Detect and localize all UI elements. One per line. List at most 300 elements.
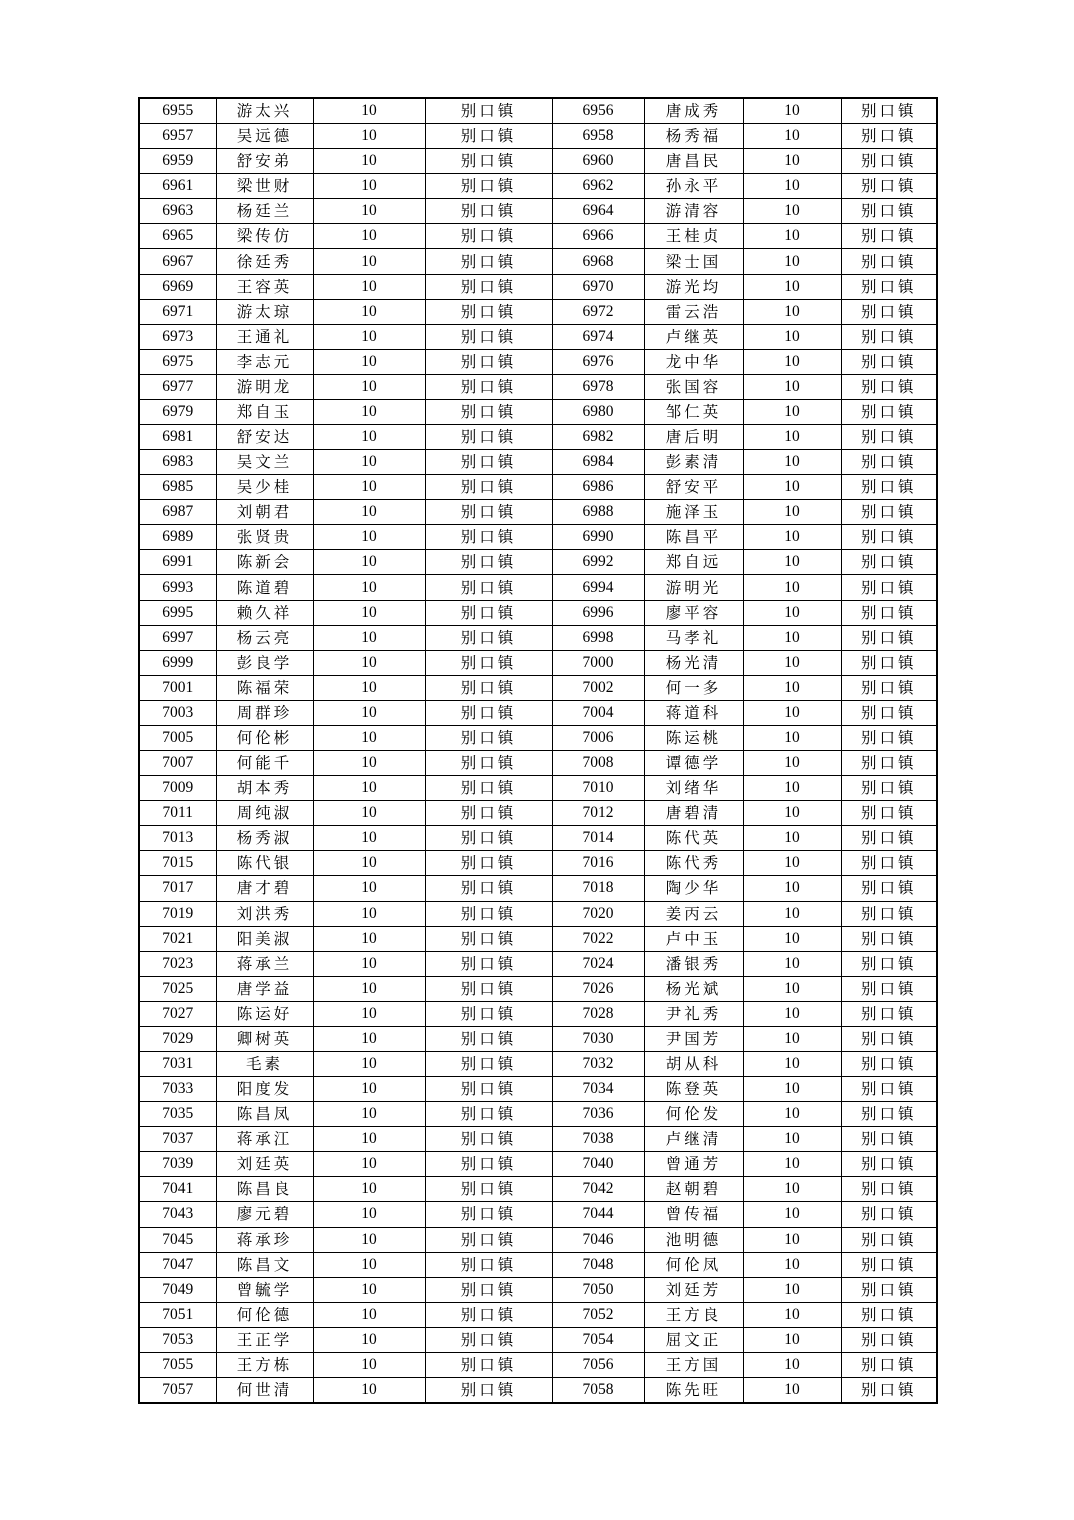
left-id-cell: 7027 [139,1001,216,1026]
left-amount-cell: 10 [313,776,425,801]
right-town-cell: 别口镇 [841,299,937,324]
right-id-cell: 7012 [552,801,644,826]
left-amount-cell: 10 [313,1377,425,1403]
right-id-cell: 7032 [552,1051,644,1076]
right-id-cell: 6972 [552,299,644,324]
table-row [139,1277,937,1302]
left-amount-cell: 10 [313,876,425,901]
right-id-cell: 7008 [552,751,644,776]
right-name-cell: 尹礼秀 [644,1001,743,1026]
right-id-cell: 7014 [552,826,644,851]
left-town-cell: 别口镇 [425,826,552,851]
table-row [139,550,937,575]
left-name-cell: 赖久祥 [216,600,313,625]
left-amount-cell: 10 [313,1026,425,1051]
left-name-cell: 毛素 [216,1051,313,1076]
right-town-cell: 别口镇 [841,199,937,224]
right-town-cell: 别口镇 [841,1227,937,1252]
right-id-cell: 7034 [552,1077,644,1102]
left-name-cell: 唐学益 [216,976,313,1001]
left-name-cell: 陈代银 [216,851,313,876]
right-amount-cell: 10 [743,1352,841,1377]
right-amount-cell: 10 [743,124,841,149]
left-name-cell: 舒安达 [216,425,313,450]
table-row [139,1327,937,1352]
right-town-cell: 别口镇 [841,1352,937,1377]
right-amount-cell: 10 [743,525,841,550]
right-id-cell: 7024 [552,951,644,976]
right-name-cell: 刘绪华 [644,776,743,801]
left-name-cell: 唐才碧 [216,876,313,901]
left-amount-cell: 10 [313,249,425,274]
right-name-cell: 潘银秀 [644,951,743,976]
left-amount-cell: 10 [313,1327,425,1352]
right-town-cell: 别口镇 [841,976,937,1001]
right-name-cell: 蒋道科 [644,700,743,725]
left-name-cell: 王正学 [216,1327,313,1352]
right-name-cell: 赵朝碧 [644,1177,743,1202]
left-id-cell: 6981 [139,425,216,450]
right-name-cell: 陈运桃 [644,725,743,750]
right-amount-cell: 10 [743,1377,841,1403]
left-amount-cell: 10 [313,1001,425,1026]
left-name-cell: 何伦德 [216,1302,313,1327]
left-town-cell: 别口镇 [425,1026,552,1051]
right-id-cell: 6966 [552,224,644,249]
right-amount-cell: 10 [743,500,841,525]
left-amount-cell: 10 [313,901,425,926]
left-town-cell: 别口镇 [425,575,552,600]
right-id-cell: 6980 [552,399,644,424]
left-id-cell: 7049 [139,1277,216,1302]
table-row [139,399,937,424]
right-town-cell: 别口镇 [841,1051,937,1076]
table-row [139,274,937,299]
table-row [139,525,937,550]
left-name-cell: 舒安弟 [216,149,313,174]
left-name-cell: 周群珍 [216,700,313,725]
left-id-cell: 6955 [139,98,216,124]
left-name-cell: 梁世财 [216,174,313,199]
left-name-cell: 陈昌良 [216,1177,313,1202]
right-name-cell: 杨秀福 [644,124,743,149]
right-amount-cell: 10 [743,475,841,500]
left-id-cell: 7001 [139,675,216,700]
left-town-cell: 别口镇 [425,1227,552,1252]
left-amount-cell: 10 [313,500,425,525]
left-id-cell: 6995 [139,600,216,625]
left-town-cell: 别口镇 [425,926,552,951]
left-name-cell: 蒋承珍 [216,1227,313,1252]
right-town-cell: 别口镇 [841,1001,937,1026]
right-name-cell: 彭素清 [644,450,743,475]
right-id-cell: 7030 [552,1026,644,1051]
left-id-cell: 6983 [139,450,216,475]
right-id-cell: 7018 [552,876,644,901]
right-id-cell: 6982 [552,425,644,450]
left-amount-cell: 10 [313,174,425,199]
right-town-cell: 别口镇 [841,600,937,625]
left-id-cell: 6969 [139,274,216,299]
right-town-cell: 别口镇 [841,1026,937,1051]
right-name-cell: 雷云浩 [644,299,743,324]
right-town-cell: 别口镇 [841,349,937,374]
right-name-cell: 屈文正 [644,1327,743,1352]
left-amount-cell: 10 [313,650,425,675]
left-town-cell: 别口镇 [425,700,552,725]
left-id-cell: 7025 [139,976,216,1001]
table-row [139,450,937,475]
left-amount-cell: 10 [313,700,425,725]
left-id-cell: 6961 [139,174,216,199]
left-town-cell: 别口镇 [425,650,552,675]
right-amount-cell: 10 [743,1227,841,1252]
left-town-cell: 别口镇 [425,1077,552,1102]
right-name-cell: 郑自远 [644,550,743,575]
table-row [139,1377,937,1403]
left-id-cell: 7021 [139,926,216,951]
left-name-cell: 张贤贵 [216,525,313,550]
left-name-cell: 阳美淑 [216,926,313,951]
right-amount-cell: 10 [743,399,841,424]
table-row [139,1252,937,1277]
right-amount-cell: 10 [743,550,841,575]
left-town-cell: 别口镇 [425,725,552,750]
right-amount-cell: 10 [743,751,841,776]
left-amount-cell: 10 [313,98,425,124]
left-id-cell: 7003 [139,700,216,725]
roster-body [139,98,937,1403]
left-id-cell: 6999 [139,650,216,675]
left-name-cell: 刘廷英 [216,1152,313,1177]
right-id-cell: 7058 [552,1377,644,1403]
table-row [139,1001,937,1026]
table-row [139,851,937,876]
table-row [139,951,937,976]
left-town-cell: 别口镇 [425,801,552,826]
left-id-cell: 6975 [139,349,216,374]
table-row [139,1302,937,1327]
right-town-cell: 别口镇 [841,500,937,525]
table-row [139,1127,937,1152]
left-amount-cell: 10 [313,600,425,625]
left-name-cell: 何伦彬 [216,725,313,750]
left-town-cell: 别口镇 [425,374,552,399]
right-name-cell: 施泽玉 [644,500,743,525]
right-town-cell: 别口镇 [841,1127,937,1152]
right-amount-cell: 10 [743,1177,841,1202]
right-town-cell: 别口镇 [841,826,937,851]
left-town-cell: 别口镇 [425,675,552,700]
left-town-cell: 别口镇 [425,1327,552,1352]
right-amount-cell: 10 [743,1102,841,1127]
left-id-cell: 7057 [139,1377,216,1403]
right-name-cell: 游光均 [644,274,743,299]
left-amount-cell: 10 [313,1077,425,1102]
right-amount-cell: 10 [743,650,841,675]
right-amount-cell: 10 [743,374,841,399]
left-town-cell: 别口镇 [425,525,552,550]
right-amount-cell: 10 [743,851,841,876]
table-row [139,976,937,1001]
right-name-cell: 王方国 [644,1352,743,1377]
table-row [139,224,937,249]
right-id-cell: 7004 [552,700,644,725]
left-amount-cell: 10 [313,399,425,424]
left-id-cell: 7017 [139,876,216,901]
left-amount-cell: 10 [313,374,425,399]
table-row [139,500,937,525]
left-town-cell: 别口镇 [425,600,552,625]
right-town-cell: 别口镇 [841,1302,937,1327]
left-id-cell: 6991 [139,550,216,575]
left-id-cell: 7015 [139,851,216,876]
right-amount-cell: 10 [743,274,841,299]
right-town-cell: 别口镇 [841,124,937,149]
left-id-cell: 7011 [139,801,216,826]
left-name-cell: 陈昌凤 [216,1102,313,1127]
left-town-cell: 别口镇 [425,1377,552,1403]
right-amount-cell: 10 [743,826,841,851]
right-town-cell: 别口镇 [841,525,937,550]
right-id-cell: 7010 [552,776,644,801]
left-amount-cell: 10 [313,349,425,374]
right-id-cell: 7046 [552,1227,644,1252]
left-name-cell: 何能千 [216,751,313,776]
right-id-cell: 7016 [552,851,644,876]
right-amount-cell: 10 [743,901,841,926]
left-name-cell: 游太琼 [216,299,313,324]
table-row [139,625,937,650]
left-town-cell: 别口镇 [425,901,552,926]
left-town-cell: 别口镇 [425,274,552,299]
left-name-cell: 杨云亮 [216,625,313,650]
left-amount-cell: 10 [313,1102,425,1127]
right-name-cell: 陈登英 [644,1077,743,1102]
right-id-cell: 7050 [552,1277,644,1302]
left-town-cell: 别口镇 [425,851,552,876]
table-row [139,149,937,174]
left-town-cell: 别口镇 [425,475,552,500]
right-name-cell: 唐碧清 [644,801,743,826]
right-town-cell: 别口镇 [841,249,937,274]
left-town-cell: 别口镇 [425,1177,552,1202]
table-row [139,299,937,324]
left-town-cell: 别口镇 [425,1051,552,1076]
left-id-cell: 6977 [139,374,216,399]
table-row [139,926,937,951]
right-name-cell: 邹仁英 [644,399,743,424]
right-amount-cell: 10 [743,776,841,801]
right-town-cell: 别口镇 [841,851,937,876]
right-amount-cell: 10 [743,1202,841,1227]
right-amount-cell: 10 [743,1327,841,1352]
left-amount-cell: 10 [313,1127,425,1152]
left-name-cell: 阳度发 [216,1077,313,1102]
right-id-cell: 7038 [552,1127,644,1152]
right-id-cell: 6968 [552,249,644,274]
left-id-cell: 6959 [139,149,216,174]
left-amount-cell: 10 [313,826,425,851]
left-id-cell: 7037 [139,1127,216,1152]
left-name-cell: 卿树英 [216,1026,313,1051]
right-name-cell: 卢中玉 [644,926,743,951]
right-town-cell: 别口镇 [841,1252,937,1277]
left-amount-cell: 10 [313,299,425,324]
table-row [139,650,937,675]
right-name-cell: 姜丙云 [644,901,743,926]
left-id-cell: 7053 [139,1327,216,1352]
left-id-cell: 6967 [139,249,216,274]
right-amount-cell: 10 [743,349,841,374]
right-amount-cell: 10 [743,174,841,199]
left-amount-cell: 10 [313,1051,425,1076]
right-id-cell: 6990 [552,525,644,550]
left-id-cell: 7047 [139,1252,216,1277]
right-amount-cell: 10 [743,1302,841,1327]
right-town-cell: 别口镇 [841,876,937,901]
left-amount-cell: 10 [313,1352,425,1377]
left-name-cell: 徐廷秀 [216,249,313,274]
left-town-cell: 别口镇 [425,425,552,450]
right-name-cell: 陈代秀 [644,851,743,876]
right-amount-cell: 10 [743,976,841,1001]
left-amount-cell: 10 [313,751,425,776]
right-id-cell: 6960 [552,149,644,174]
left-town-cell: 别口镇 [425,1152,552,1177]
left-amount-cell: 10 [313,951,425,976]
right-town-cell: 别口镇 [841,751,937,776]
left-name-cell: 胡本秀 [216,776,313,801]
right-town-cell: 别口镇 [841,1177,937,1202]
right-id-cell: 6986 [552,475,644,500]
left-amount-cell: 10 [313,1302,425,1327]
left-amount-cell: 10 [313,801,425,826]
right-town-cell: 别口镇 [841,776,937,801]
left-name-cell: 吴远德 [216,124,313,149]
table-row [139,475,937,500]
table-row [139,349,937,374]
table-row [139,1352,937,1377]
left-name-cell: 廖元碧 [216,1202,313,1227]
right-town-cell: 别口镇 [841,625,937,650]
left-town-cell: 别口镇 [425,876,552,901]
right-amount-cell: 10 [743,876,841,901]
right-id-cell: 6956 [552,98,644,124]
right-amount-cell: 10 [743,1152,841,1177]
table-row [139,1202,937,1227]
right-name-cell: 何一多 [644,675,743,700]
left-id-cell: 7019 [139,901,216,926]
left-town-cell: 别口镇 [425,149,552,174]
left-name-cell: 曾毓学 [216,1277,313,1302]
right-amount-cell: 10 [743,324,841,349]
left-name-cell: 杨秀淑 [216,826,313,851]
right-name-cell: 陶少华 [644,876,743,901]
right-town-cell: 别口镇 [841,425,937,450]
left-town-cell: 别口镇 [425,199,552,224]
left-amount-cell: 10 [313,475,425,500]
left-name-cell: 何世清 [216,1377,313,1403]
left-name-cell: 陈新会 [216,550,313,575]
right-name-cell: 何伦发 [644,1102,743,1127]
left-amount-cell: 10 [313,1152,425,1177]
left-id-cell: 7041 [139,1177,216,1202]
left-name-cell: 王方栋 [216,1352,313,1377]
right-town-cell: 别口镇 [841,1327,937,1352]
right-id-cell: 7028 [552,1001,644,1026]
right-town-cell: 别口镇 [841,98,937,124]
right-id-cell: 6964 [552,199,644,224]
table-row [139,249,937,274]
right-id-cell: 6996 [552,600,644,625]
left-id-cell: 7035 [139,1102,216,1127]
left-amount-cell: 10 [313,1277,425,1302]
right-id-cell: 7026 [552,976,644,1001]
left-town-cell: 别口镇 [425,625,552,650]
left-id-cell: 6997 [139,625,216,650]
left-id-cell: 7051 [139,1302,216,1327]
right-name-cell: 陈先旺 [644,1377,743,1403]
right-id-cell: 7054 [552,1327,644,1352]
right-name-cell: 唐成秀 [644,98,743,124]
right-town-cell: 别口镇 [841,1202,937,1227]
right-name-cell: 舒安平 [644,475,743,500]
right-name-cell: 胡从科 [644,1051,743,1076]
right-amount-cell: 10 [743,450,841,475]
left-amount-cell: 10 [313,450,425,475]
right-amount-cell: 10 [743,725,841,750]
right-name-cell: 唐昌民 [644,149,743,174]
right-town-cell: 别口镇 [841,1277,937,1302]
left-town-cell: 别口镇 [425,500,552,525]
left-id-cell: 6993 [139,575,216,600]
left-id-cell: 7031 [139,1051,216,1076]
left-town-cell: 别口镇 [425,1352,552,1377]
left-name-cell: 吴文兰 [216,450,313,475]
left-town-cell: 别口镇 [425,951,552,976]
left-amount-cell: 10 [313,675,425,700]
right-town-cell: 别口镇 [841,149,937,174]
left-id-cell: 6985 [139,475,216,500]
right-town-cell: 别口镇 [841,1152,937,1177]
right-id-cell: 6958 [552,124,644,149]
right-town-cell: 别口镇 [841,224,937,249]
table-row [139,600,937,625]
table-row [139,1026,937,1051]
left-town-cell: 别口镇 [425,751,552,776]
right-id-cell: 7040 [552,1152,644,1177]
table-row [139,826,937,851]
left-id-cell: 7045 [139,1227,216,1252]
left-town-cell: 别口镇 [425,124,552,149]
left-amount-cell: 10 [313,324,425,349]
right-name-cell: 陈昌平 [644,525,743,550]
left-name-cell: 刘朝君 [216,500,313,525]
right-id-cell: 7048 [552,1252,644,1277]
right-id-cell: 7042 [552,1177,644,1202]
left-name-cell: 郑自玉 [216,399,313,424]
right-town-cell: 别口镇 [841,725,937,750]
left-id-cell: 6963 [139,199,216,224]
left-amount-cell: 10 [313,1227,425,1252]
right-name-cell: 尹国芳 [644,1026,743,1051]
left-amount-cell: 10 [313,550,425,575]
right-name-cell: 卢继清 [644,1127,743,1152]
table-row [139,801,937,826]
table-row [139,751,937,776]
left-amount-cell: 10 [313,224,425,249]
